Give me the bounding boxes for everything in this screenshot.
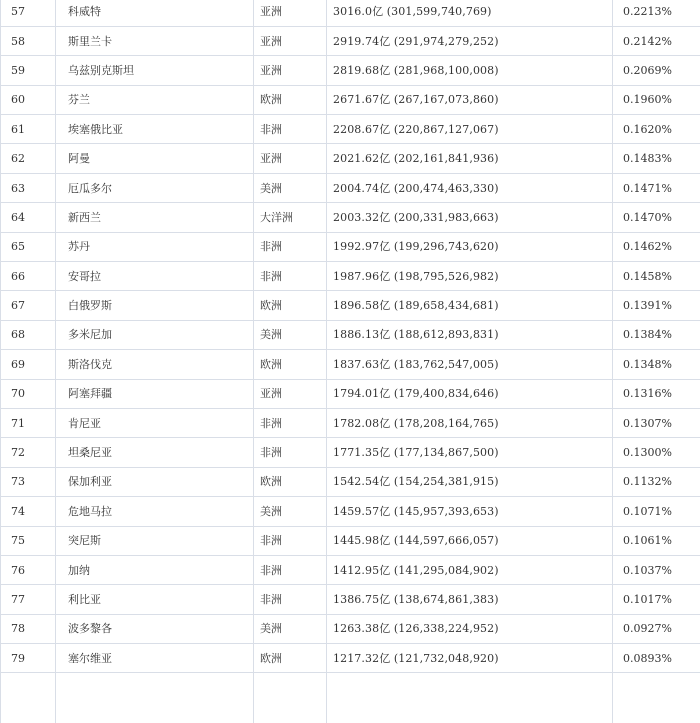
gdp-cell: 2004.74亿 (200,474,463,330) — [327, 173, 613, 202]
share-cell: 0.0927% — [613, 614, 700, 643]
table-row — [1, 408, 700, 437]
gdp-cell: 2021.62亿 (202,161,841,936) — [327, 144, 613, 173]
table-row — [1, 26, 700, 55]
table-body — [1, 0, 700, 723]
rank-cell: 61 — [1, 115, 56, 144]
continent-cell: 亚洲 — [254, 0, 327, 26]
rank-cell: 59 — [1, 56, 56, 85]
table-row — [1, 262, 700, 291]
table-row — [1, 144, 700, 173]
gdp-cell: 3016.0亿 (301,599,740,769) — [327, 0, 613, 26]
table-row — [1, 438, 700, 467]
share-cell: 0.1348% — [613, 350, 700, 379]
table-row — [1, 467, 700, 496]
rank-cell: 74 — [1, 497, 56, 526]
rank-cell: 62 — [1, 144, 56, 173]
continent-cell: 欧洲 — [254, 85, 327, 114]
share-cell: 0.1061% — [613, 526, 700, 555]
gdp-cell: 2208.67亿 (220,867,127,067) — [327, 115, 613, 144]
country-cell: 厄瓜多尔 — [56, 173, 254, 202]
continent-cell: 非洲 — [254, 526, 327, 555]
rank-cell: 67 — [1, 291, 56, 320]
continent-cell: 美洲 — [254, 320, 327, 349]
gdp-cell: 2819.68亿 (281,968,100,008) — [327, 56, 613, 85]
share-cell: 0.1471% — [613, 173, 700, 202]
continent-cell: 非洲 — [254, 408, 327, 437]
country-cell: 加纳 — [56, 555, 254, 584]
country-cell: 坦桑尼亚 — [56, 438, 254, 467]
gdp-cell: 1782.08亿 (178,208,164,765) — [327, 408, 613, 437]
rank-cell: 79 — [1, 644, 56, 673]
table-row — [1, 115, 700, 144]
gdp-cell: 1386.75亿 (138,674,861,383) — [327, 585, 613, 614]
continent-cell: 大洋洲 — [254, 203, 327, 232]
continent-cell: 亚洲 — [254, 56, 327, 85]
rank-cell: 76 — [1, 555, 56, 584]
table-row — [1, 56, 700, 85]
gdp-cell: 1896.58亿 (189,658,434,681) — [327, 291, 613, 320]
country-cell: 突尼斯 — [56, 526, 254, 555]
country-cell: 阿曼 — [56, 144, 254, 173]
gdp-cell: 1771.35亿 (177,134,867,500) — [327, 438, 613, 467]
share-cell: 0.1483% — [613, 144, 700, 173]
country-cell: 白俄罗斯 — [56, 291, 254, 320]
country-cell: 肯尼亚 — [56, 408, 254, 437]
rank-cell: 60 — [1, 85, 56, 114]
country-cell: 多米尼加 — [56, 320, 254, 349]
rank-cell: 57 — [1, 0, 56, 26]
table-row — [1, 614, 700, 643]
rank-cell: 75 — [1, 526, 56, 555]
table-row — [1, 173, 700, 202]
share-cell: 0.1071% — [613, 497, 700, 526]
continent-cell: 非洲 — [254, 438, 327, 467]
share-cell: 0.1300% — [613, 438, 700, 467]
gdp-cell: 1459.57亿 (145,957,393,653) — [327, 497, 613, 526]
table-row — [1, 644, 700, 673]
table-row — [1, 350, 700, 379]
country-cell: 新西兰 — [56, 203, 254, 232]
country-cell: 利比亚 — [56, 585, 254, 614]
share-cell: 0.1391% — [613, 291, 700, 320]
gdp-cell: 1445.98亿 (144,597,666,057) — [327, 526, 613, 555]
rank-cell: 77 — [1, 585, 56, 614]
gdp-cell: 1542.54亿 (154,254,381,915) — [327, 467, 613, 496]
gdp-cell: 2671.67亿 (267,167,073,860) — [327, 85, 613, 114]
country-cell: 埃塞俄比亚 — [56, 115, 254, 144]
country-cell: 苏丹 — [56, 232, 254, 261]
table-row — [1, 585, 700, 614]
table-row — [1, 203, 700, 232]
continent-cell: 非洲 — [254, 232, 327, 261]
continent-cell: 欧洲 — [254, 644, 327, 673]
table-row — [1, 0, 700, 26]
rank-cell: 69 — [1, 350, 56, 379]
share-cell: 0.1132% — [613, 467, 700, 496]
continent-cell: 非洲 — [254, 585, 327, 614]
share-cell: 0.1037% — [613, 555, 700, 584]
rank-cell: 70 — [1, 379, 56, 408]
rank-cell: 63 — [1, 173, 56, 202]
share-cell: 0.1960% — [613, 85, 700, 114]
share-cell: 0.1316% — [613, 379, 700, 408]
table-row — [1, 85, 700, 114]
table-row — [1, 497, 700, 526]
continent-cell: 欧洲 — [254, 350, 327, 379]
share-cell: 0.1462% — [613, 232, 700, 261]
continent-cell: 美洲 — [254, 614, 327, 643]
gdp-cell: 1992.97亿 (199,296,743,620) — [327, 232, 613, 261]
share-cell: 0.0893% — [613, 644, 700, 673]
rank-cell: 72 — [1, 438, 56, 467]
share-cell: 0.2069% — [613, 56, 700, 85]
table-row — [1, 320, 700, 349]
continent-cell: 美洲 — [254, 173, 327, 202]
continent-cell: 欧洲 — [254, 467, 327, 496]
gdp-cell: 1263.38亿 (126,338,224,952) — [327, 614, 613, 643]
country-cell: 阿塞拜疆 — [56, 379, 254, 408]
country-cell: 波多黎各 — [56, 614, 254, 643]
share-cell: 0.1384% — [613, 320, 700, 349]
gdp-cell: 1794.01亿 (179,400,834,646) — [327, 379, 613, 408]
rank-cell: 68 — [1, 320, 56, 349]
country-cell: 保加利亚 — [56, 467, 254, 496]
share-cell: 0.1307% — [613, 408, 700, 437]
share-cell: 0.1017% — [613, 585, 700, 614]
country-cell: 科威特 — [56, 0, 254, 26]
share-cell: 0.2142% — [613, 26, 700, 55]
country-cell: 斯里兰卡 — [56, 26, 254, 55]
continent-cell: 亚洲 — [254, 144, 327, 173]
gdp-cell: 1886.13亿 (188,612,893,831) — [327, 320, 613, 349]
country-cell: 芬兰 — [56, 85, 254, 114]
gdp-cell: 2003.32亿 (200,331,983,663) — [327, 203, 613, 232]
continent-cell: 非洲 — [254, 555, 327, 584]
gdp-cell: 1217.32亿 (121,732,048,920) — [327, 644, 613, 673]
country-cell: 斯洛伐克 — [56, 350, 254, 379]
gdp-cell: 1837.63亿 (183,762,547,005) — [327, 350, 613, 379]
table-row — [1, 555, 700, 584]
rank-cell: 73 — [1, 467, 56, 496]
gdp-cell: 1987.96亿 (198,795,526,982) — [327, 262, 613, 291]
continent-cell: 亚洲 — [254, 379, 327, 408]
table-row — [1, 379, 700, 408]
rank-cell: 66 — [1, 262, 56, 291]
rank-cell: 58 — [1, 26, 56, 55]
table-row — [1, 232, 700, 261]
table-row — [1, 291, 700, 320]
share-cell: 0.1620% — [613, 115, 700, 144]
share-cell: 0.1458% — [613, 262, 700, 291]
table-row — [1, 526, 700, 555]
share-cell: 0.2213% — [613, 0, 700, 26]
country-cell: 安哥拉 — [56, 262, 254, 291]
gdp-cell: 2919.74亿 (291,974,279,252) — [327, 26, 613, 55]
continent-cell: 非洲 — [254, 115, 327, 144]
rank-cell: 65 — [1, 232, 56, 261]
continent-cell: 亚洲 — [254, 26, 327, 55]
country-cell: 乌兹别克斯坦 — [56, 56, 254, 85]
gdp-cell: 1412.95亿 (141,295,084,902) — [327, 555, 613, 584]
share-cell: 0.1470% — [613, 203, 700, 232]
continent-cell: 欧洲 — [254, 291, 327, 320]
country-cell: 塞尔维亚 — [56, 644, 254, 673]
continent-cell: 非洲 — [254, 262, 327, 291]
rank-cell: 71 — [1, 408, 56, 437]
continent-cell: 美洲 — [254, 497, 327, 526]
rank-cell: 64 — [1, 203, 56, 232]
rank-cell: 78 — [1, 614, 56, 643]
country-cell: 危地马拉 — [56, 497, 254, 526]
